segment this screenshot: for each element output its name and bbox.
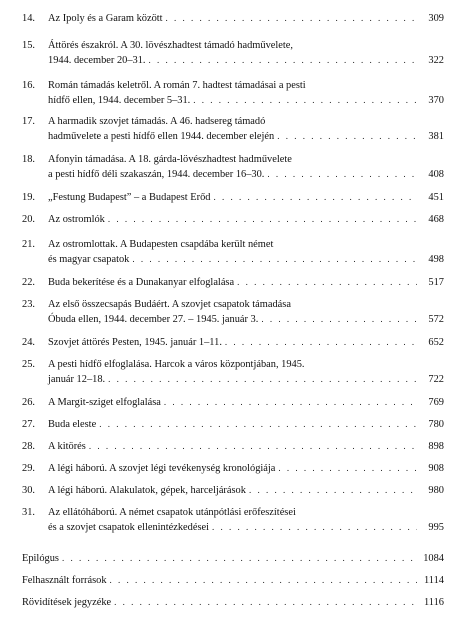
toc-entry-text — [48, 395, 444, 410]
toc-entry-text — [48, 357, 444, 387]
toc-line — [48, 152, 444, 167]
toc-line — [48, 78, 444, 93]
dot-leader — [99, 417, 417, 432]
page-number: 381 — [428, 131, 444, 142]
toc-entry-text — [48, 11, 444, 26]
chapter-number: 22. — [22, 277, 35, 288]
chapter-title: A kitörés — [48, 441, 86, 452]
toc-entry-text — [48, 152, 444, 182]
chapter-title: január 12–18. — [48, 374, 106, 385]
page-number: 451 — [428, 192, 444, 203]
dot-leader — [62, 551, 417, 566]
page-number: 468 — [428, 214, 444, 225]
toc-entry-text — [48, 417, 444, 432]
toc-entry-text — [48, 190, 444, 205]
chapter-title: Óbuda ellen, 1944. december 27. – 1945. január 3. — [48, 314, 259, 325]
toc-line — [48, 372, 444, 387]
toc-entry-text — [22, 595, 444, 610]
dot-leader — [108, 372, 417, 387]
chapter-number: 15. — [22, 40, 35, 51]
dot-leader — [108, 212, 417, 227]
chapter-number: 19. — [22, 192, 35, 203]
dot-leader — [164, 395, 417, 410]
chapter-title: Afonyin támadása. A 18. gárda-lövészhadtest hadművelete — [48, 154, 292, 165]
toc-line — [48, 252, 444, 267]
toc-line — [22, 595, 444, 610]
dot-leader — [149, 53, 417, 68]
page-number: 572 — [428, 314, 444, 325]
toc-line — [48, 395, 444, 410]
dot-leader — [261, 312, 417, 327]
page-number: 652 — [428, 337, 444, 348]
toc-line — [48, 417, 444, 432]
chapter-title: A harmadik szovjet támadás. A 46. hadsereg támadó — [48, 116, 266, 127]
chapter-number: 30. — [22, 485, 35, 496]
toc-entry-text — [48, 483, 444, 498]
chapter-title: és a szovjet csapatok ellenintézkedései — [48, 522, 209, 533]
chapter-number: 25. — [22, 359, 35, 370]
chapter-number: 21. — [22, 239, 35, 250]
toc-line — [48, 129, 444, 144]
chapter-number: 31. — [22, 507, 35, 518]
dot-leader — [277, 129, 417, 144]
toc-line — [48, 114, 444, 129]
toc-line — [22, 551, 444, 566]
chapter-title: Szovjet áttörés Pesten, 1945. január 1–11. — [48, 337, 222, 348]
page-number: 498 — [428, 254, 444, 265]
page-number: 517 — [428, 277, 444, 288]
dot-leader — [114, 595, 417, 610]
page-number: 780 — [428, 419, 444, 430]
page-number: 408 — [428, 169, 444, 180]
toc-line — [48, 190, 444, 205]
page-number: 995 — [428, 522, 444, 533]
toc-line — [48, 237, 444, 252]
chapter-title: Rövidítések jegyzéke — [22, 597, 112, 608]
page-number: 1116 — [423, 597, 444, 608]
page-number: 1114 — [423, 575, 444, 586]
chapter-number: 17. — [22, 116, 35, 127]
toc-line — [48, 275, 444, 290]
toc-entry-text — [48, 212, 444, 227]
chapter-title: A légi háború. A szovjet légi tevékenység kronológiája — [48, 463, 276, 474]
chapter-number: 29. — [22, 463, 35, 474]
dot-leader — [213, 190, 417, 205]
toc-entry-text — [48, 335, 444, 350]
chapter-title: Román támadás keletről. A román 7. hadtest támadásai a pesti — [48, 80, 306, 91]
chapter-title: Felhasznált források — [22, 575, 107, 586]
chapter-number: 24. — [22, 337, 35, 348]
toc-line — [48, 520, 444, 535]
toc-line — [48, 93, 444, 108]
toc-line — [22, 573, 444, 588]
page-number: 1084 — [423, 553, 444, 564]
toc-entry-text — [48, 439, 444, 454]
chapter-number: 14. — [22, 13, 35, 24]
chapter-number: 28. — [22, 441, 35, 452]
page-number: 898 — [428, 441, 444, 452]
chapter-title: „Festung Budapest” – a Budapest Erőd — [48, 192, 211, 203]
dot-leader — [89, 439, 417, 454]
dot-leader — [237, 275, 417, 290]
chapter-number: 23. — [22, 299, 35, 310]
page-number: 322 — [428, 55, 444, 66]
dot-leader — [132, 252, 417, 267]
toc-entry-text — [48, 237, 444, 267]
toc-line — [48, 357, 444, 372]
chapter-title: Az első összecsapás Budáért. A szovjet csapatok támadása — [48, 299, 291, 310]
toc-line — [48, 505, 444, 520]
toc-entry-text — [48, 461, 444, 476]
dot-leader — [193, 93, 417, 108]
chapter-title: hídfő ellen, 1944. december 5–31. — [48, 95, 191, 106]
toc-line — [48, 439, 444, 454]
chapter-title: A Margit-sziget elfoglalása — [48, 397, 161, 408]
toc-line — [48, 11, 444, 26]
dot-leader — [249, 483, 417, 498]
chapter-title: A légi háború. Alakulatok, gépek, harceljárások — [48, 485, 246, 496]
toc-line — [48, 312, 444, 327]
toc-entry-text — [22, 551, 444, 566]
dot-leader — [278, 461, 417, 476]
toc-line — [48, 38, 444, 53]
chapter-number: 18. — [22, 154, 35, 165]
dot-leader — [110, 573, 417, 588]
chapter-title: Buda eleste — [48, 419, 97, 430]
chapter-number: 16. — [22, 80, 35, 91]
toc-entry-text — [48, 297, 444, 327]
page-number: 769 — [428, 397, 444, 408]
toc-line — [48, 212, 444, 227]
dot-leader — [166, 11, 417, 26]
page-number: 309 — [428, 13, 444, 24]
chapter-title: 1944. december 20–31. — [48, 55, 146, 66]
toc-entry-text — [48, 38, 444, 68]
chapter-title: hadművelete a pesti hídfő ellen 1944. december elején — [48, 131, 275, 142]
chapter-title: Buda bekerítése és a Dunakanyar elfoglalása — [48, 277, 235, 288]
dot-leader — [267, 167, 417, 182]
toc-entry-text — [48, 505, 444, 535]
page-number: 908 — [428, 463, 444, 474]
toc-line — [48, 297, 444, 312]
chapter-title: a pesti hídfő déli szakaszán, 1944. december 16–30. — [48, 169, 265, 180]
chapter-number: 20. — [22, 214, 35, 225]
dot-leader — [212, 520, 417, 535]
page-number: 370 — [428, 95, 444, 106]
page-number: 980 — [428, 485, 444, 496]
toc-entry-text — [22, 573, 444, 588]
toc-line — [48, 53, 444, 68]
chapter-title: Az ostromlók — [48, 214, 105, 225]
toc-line — [48, 335, 444, 350]
toc-entry-text — [48, 114, 444, 144]
chapter-title: A pesti hídfő elfoglalása. Harcok a város központjában, 1945. — [48, 359, 305, 370]
toc-entry-text — [48, 78, 444, 108]
page-number: 722 — [428, 374, 444, 385]
chapter-title: Áttörés északról. A 30. lövészhadtest támadó hadművelete, — [48, 40, 293, 51]
chapter-title: Az Ipoly és a Garam között — [48, 13, 163, 24]
toc-line — [48, 483, 444, 498]
toc-line — [48, 167, 444, 182]
chapter-title: Az ostromlottak. A Budapesten csapdába került német — [48, 239, 274, 250]
dot-leader — [225, 335, 417, 350]
toc-entry-text — [48, 275, 444, 290]
chapter-title: Epilógus — [22, 553, 59, 564]
chapter-number: 27. — [22, 419, 35, 430]
chapter-title: Az ellátóháború. A német csapatok utánpótlási erőfeszítései — [48, 507, 296, 518]
chapter-number: 26. — [22, 397, 35, 408]
chapter-title: és magyar csapatok — [48, 254, 130, 265]
toc-line — [48, 461, 444, 476]
